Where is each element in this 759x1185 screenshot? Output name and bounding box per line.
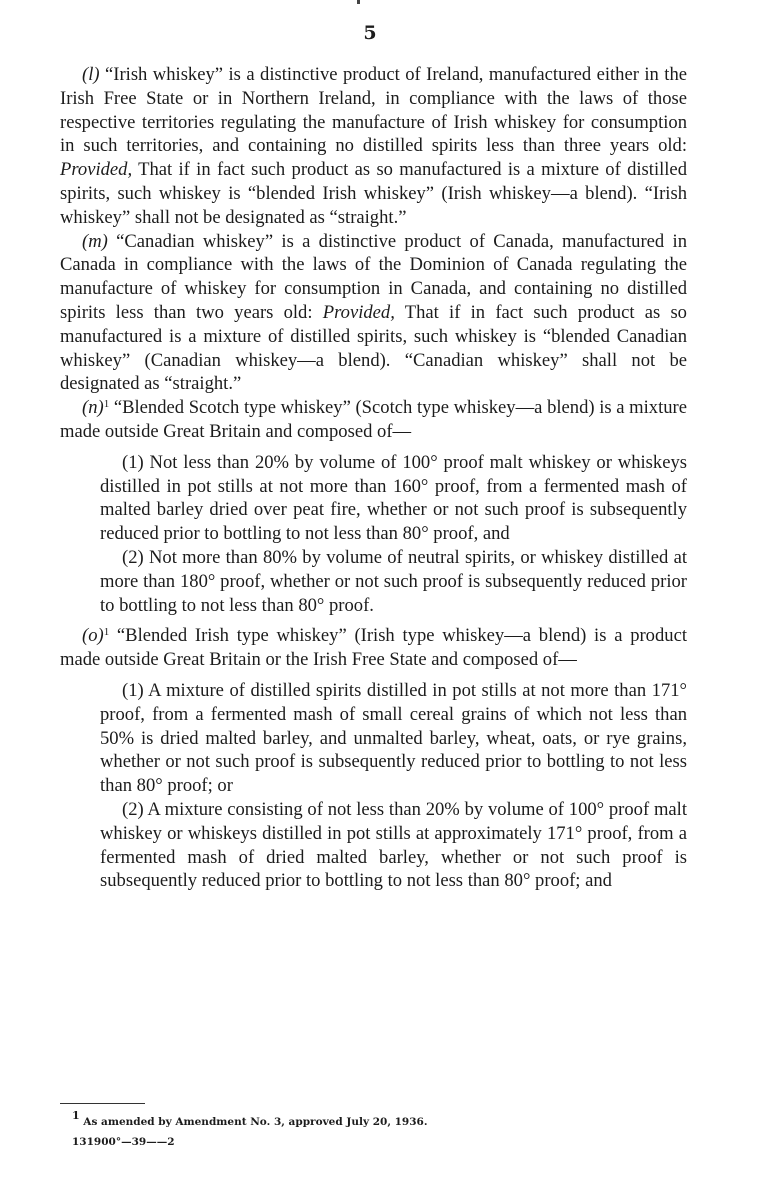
paragraph-text: “Irish whiskey” is a distinctive product of Ireland, manufactured either in the Irish Free State or in Northern Ireland, in compliance with the laws of those respective territories regulating the manufacture of Irish whiskey for consumption in such territories, and containing no distilled spirits less than three years old: bbox=[60, 64, 687, 157]
paragraph-n bbox=[60, 396, 687, 444]
footnote-rule bbox=[60, 1103, 145, 1104]
subitem-o-1: (1) A mixture of distilled spirits distilled in pot stills at not more than 171° proof, from a fermented mash of small cereal grains of which not less than 50% is dried malted barley, and unmalted barley, wheat, oats, or rye grains, whether or not such proof is subsequently reduced prior to bottling to not less than 80° proof; or bbox=[100, 679, 687, 797]
paragraph-text: That if in fact such product as so manufactured is a mixture of distilled spirits, such whiskey is “blended Canadian whiskey” (Canadian whiskey—a blend). “Canadian whiskey” shall not be designated as “straight.” bbox=[60, 301, 687, 395]
provided-term: Provided, bbox=[322, 301, 395, 323]
provided-term: Provided, bbox=[60, 159, 133, 181]
paragraph-l bbox=[60, 63, 687, 230]
paragraph-m bbox=[60, 230, 687, 397]
paragraph-text: “Blended Irish type whiskey” (Irish type whiskey—a blend) is a product made outside Great Britain or the Irish Free State and composed of— bbox=[60, 625, 687, 671]
subitem-o-2: (2) A mixture consisting of not less than 20% by volume of 100° proof malt whiskey or whiskeys distilled in pot stills at approximately 171° proof, from a fermented mash of dried malted barley, whether or not such proof is subsequently reduced prior to bottling to not less than 80° proof; and bbox=[100, 798, 687, 892]
paragraph-marker: (n) bbox=[82, 397, 104, 419]
footnote bbox=[72, 1109, 672, 1152]
footnote-ref: 1 bbox=[103, 626, 110, 639]
paragraph-text: That if in fact such product as so manufactured is a mixture of distilled spirits, such whiskey is “blended Irish whiskey” (Irish whiskey—a blend). “Irish whiskey” shall not be designated as “straight.” bbox=[60, 159, 687, 228]
paragraph-text: “Canadian whiskey” is a distinctive product of Canada, manufactured in Canada in compliance with the laws of the Dominion of Canada regulating the manufacture of whiskey for consumption in Canada, and containing no distilled spirits less than two years old: bbox=[60, 230, 687, 323]
subitem-n-2: (2) Not more than 80% by volume of neutral spirits, or whiskey distilled at more than 180° proof, whether or not such proof is subsequently reduced prior to bottling to not less than 80° proof. bbox=[100, 546, 687, 616]
print-code: 131900°—39——2 bbox=[72, 1136, 175, 1148]
page-number: 5 bbox=[363, 22, 377, 44]
footnote-text: As amended by Amendment No. 3, approved July 20, 1936. bbox=[79, 1116, 428, 1128]
paragraph-marker: (l) bbox=[82, 64, 100, 85]
footnote-ref: 1 bbox=[103, 398, 110, 411]
footnote-line bbox=[72, 1109, 672, 1132]
subitem-n-1: (1) Not less than 20% by volume of 100° proof malt whiskey or whiskeys distilled in pot stills at not more than 160° proof, from a fermented mash of malted barley dried over peat fire, whether or not such proof is subsequently reduced prior to bottling to not less than 80° proof, and bbox=[100, 451, 687, 545]
top-mark bbox=[357, 0, 360, 4]
paragraph-o bbox=[60, 624, 687, 672]
paragraph-marker: (o) bbox=[82, 625, 104, 647]
body-text bbox=[60, 63, 687, 893]
footnote-mark: 1 bbox=[72, 1109, 80, 1122]
paragraph-marker: (m) bbox=[82, 230, 108, 252]
paragraph-text: “Blended Scotch type whiskey” (Scotch type whiskey—a blend) is a mixture made outside Great Britain and composed of— bbox=[60, 397, 688, 442]
